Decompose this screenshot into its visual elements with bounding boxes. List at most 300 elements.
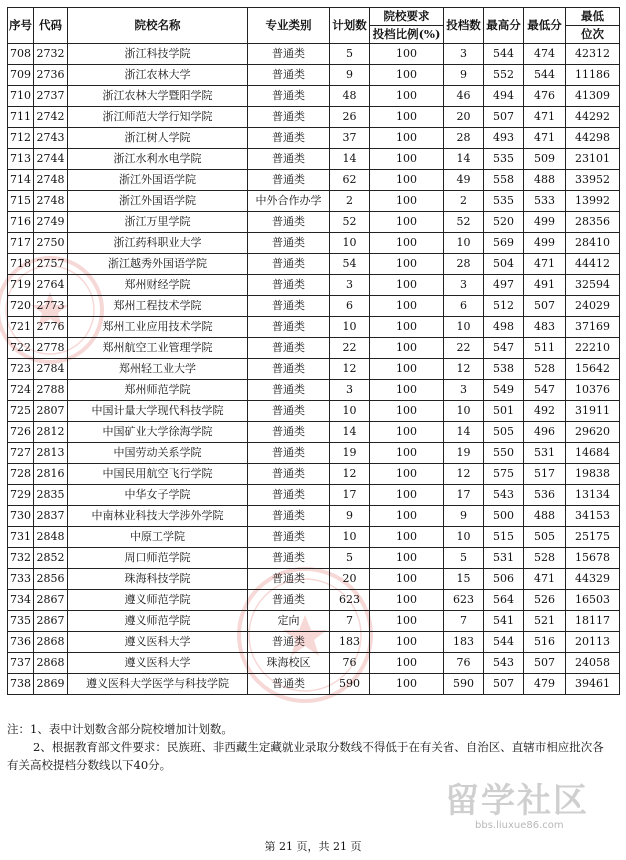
table-row — [8, 233, 620, 254]
cell-plan: 5 — [330, 44, 370, 65]
cell-code: 2835 — [34, 485, 68, 506]
cell-code: 2743 — [34, 128, 68, 149]
cell-filed: 28 — [444, 254, 484, 275]
cell-type: 普通类 — [248, 86, 330, 107]
cell-rank: 33952 — [566, 170, 620, 191]
cell-code: 2757 — [34, 254, 68, 275]
site-watermark — [445, 782, 615, 838]
cell-name: 浙江外国语学院 — [68, 170, 248, 191]
cell-plan: 14 — [330, 422, 370, 443]
cell-filed: 3 — [444, 275, 484, 296]
cell-seq: 737 — [8, 653, 34, 674]
cell-filed: 10 — [444, 527, 484, 548]
cell-name: 郑州财经学院 — [68, 275, 248, 296]
watermark-url: bbs.liuxue86.com — [475, 820, 564, 831]
cell-max: 520 — [484, 212, 524, 233]
cell-type: 普通类 — [248, 44, 330, 65]
cell-max: 497 — [484, 275, 524, 296]
cell-rank: 24029 — [566, 296, 620, 317]
cell-max: 569 — [484, 233, 524, 254]
cell-max: 543 — [484, 485, 524, 506]
cell-rank: 44412 — [566, 254, 620, 275]
cell-type: 普通类 — [248, 527, 330, 548]
table-row — [8, 191, 620, 212]
cell-rank: 34153 — [566, 506, 620, 527]
cell-plan: 10 — [330, 527, 370, 548]
cell-code: 2776 — [34, 317, 68, 338]
table-row — [8, 611, 620, 632]
cell-rank: 29620 — [566, 422, 620, 443]
cell-seq: 718 — [8, 254, 34, 275]
cell-max: 552 — [484, 65, 524, 86]
cell-seq: 727 — [8, 443, 34, 464]
cell-type: 普通类 — [248, 443, 330, 464]
cell-max: 505 — [484, 422, 524, 443]
cell-seq: 731 — [8, 527, 34, 548]
admissions-table — [7, 7, 620, 695]
cell-seq: 708 — [8, 44, 34, 65]
cell-ratio: 100 — [370, 275, 444, 296]
cell-rank: 15678 — [566, 548, 620, 569]
cell-min: 476 — [524, 86, 566, 107]
cell-plan: 17 — [330, 485, 370, 506]
cell-max: 535 — [484, 191, 524, 212]
note-1: 注：1、表中计划数含部分院校增加计划数。 — [7, 722, 233, 736]
table-row — [8, 506, 620, 527]
cell-rank: 41309 — [566, 86, 620, 107]
cell-min: 531 — [524, 443, 566, 464]
table-row — [8, 527, 620, 548]
cell-seq: 738 — [8, 674, 34, 695]
cell-code: 2867 — [34, 611, 68, 632]
cell-min: 471 — [524, 128, 566, 149]
note-2: 2、根据教育部文件要求：民族班、非西藏生定藏就业录取分数线不得低于在有关省、自治区、直辖市相应批次各有关高校提档分数线以下40分。 — [7, 740, 604, 772]
header-rank-top: 最低 — [566, 8, 620, 26]
cell-code: 2737 — [34, 86, 68, 107]
cell-seq: 709 — [8, 65, 34, 86]
cell-type: 珠海校区 — [248, 653, 330, 674]
cell-filed: 3 — [444, 380, 484, 401]
cell-ratio: 100 — [370, 44, 444, 65]
cell-name: 遵义师范学院 — [68, 611, 248, 632]
cell-filed: 9 — [444, 65, 484, 86]
cell-name: 中原工学院 — [68, 527, 248, 548]
cell-filed: 183 — [444, 632, 484, 653]
cell-plan: 623 — [330, 590, 370, 611]
cell-code: 2868 — [34, 653, 68, 674]
cell-seq: 736 — [8, 632, 34, 653]
cell-rank: 28356 — [566, 212, 620, 233]
cell-max: 564 — [484, 590, 524, 611]
cell-rank: 25175 — [566, 527, 620, 548]
cell-code: 2749 — [34, 212, 68, 233]
cell-plan: 10 — [330, 317, 370, 338]
cell-name: 浙江农林大学 — [68, 65, 248, 86]
cell-seq: 733 — [8, 569, 34, 590]
cell-code: 2837 — [34, 506, 68, 527]
cell-min: 521 — [524, 611, 566, 632]
header-filed: 投档数 — [444, 8, 484, 44]
cell-seq: 732 — [8, 548, 34, 569]
cell-filed: 22 — [444, 338, 484, 359]
cell-plan: 62 — [330, 170, 370, 191]
cell-ratio: 100 — [370, 212, 444, 233]
cell-code: 2736 — [34, 65, 68, 86]
cell-max: 515 — [484, 527, 524, 548]
cell-rank: 20113 — [566, 632, 620, 653]
cell-min: 544 — [524, 65, 566, 86]
cell-min: 483 — [524, 317, 566, 338]
cell-min: 471 — [524, 254, 566, 275]
cell-max: 544 — [484, 44, 524, 65]
cell-filed: 76 — [444, 653, 484, 674]
cell-filed: 14 — [444, 149, 484, 170]
cell-rank: 18117 — [566, 611, 620, 632]
table-body — [8, 44, 620, 695]
cell-max: 507 — [484, 107, 524, 128]
cell-min: 488 — [524, 170, 566, 191]
cell-min: 517 — [524, 464, 566, 485]
cell-plan: 3 — [330, 380, 370, 401]
cell-plan: 9 — [330, 65, 370, 86]
cell-plan: 19 — [330, 443, 370, 464]
cell-type: 普通类 — [248, 590, 330, 611]
cell-max: 549 — [484, 380, 524, 401]
cell-min: 471 — [524, 569, 566, 590]
header-name: 院校名称 — [68, 8, 248, 44]
page-footer: 第 21 页，共 21 页 — [264, 840, 362, 853]
cell-max: 535 — [484, 149, 524, 170]
cell-max: 531 — [484, 548, 524, 569]
cell-ratio: 100 — [370, 86, 444, 107]
cell-ratio: 100 — [370, 611, 444, 632]
table-row — [8, 254, 620, 275]
table-row — [8, 317, 620, 338]
cell-plan: 22 — [330, 338, 370, 359]
cell-seq: 735 — [8, 611, 34, 632]
cell-rank: 44329 — [566, 569, 620, 590]
cell-name: 郑州轻工业大学 — [68, 359, 248, 380]
cell-type: 普通类 — [248, 548, 330, 569]
cell-min: 509 — [524, 149, 566, 170]
cell-type: 中外合作办学 — [248, 191, 330, 212]
cell-min: 547 — [524, 380, 566, 401]
cell-name: 郑州航空工业管理学院 — [68, 338, 248, 359]
cell-max: 504 — [484, 254, 524, 275]
cell-name: 浙江农林大学暨阳学院 — [68, 86, 248, 107]
cell-filed: 12 — [444, 464, 484, 485]
cell-rank: 22210 — [566, 338, 620, 359]
cell-seq: 717 — [8, 233, 34, 254]
cell-type: 普通类 — [248, 317, 330, 338]
cell-filed: 19 — [444, 443, 484, 464]
cell-min: 499 — [524, 233, 566, 254]
cell-filed: 28 — [444, 128, 484, 149]
cell-ratio: 100 — [370, 191, 444, 212]
cell-filed: 10 — [444, 401, 484, 422]
cell-max: 493 — [484, 128, 524, 149]
cell-min: 471 — [524, 107, 566, 128]
cell-name: 中南林业科技大学涉外学院 — [68, 506, 248, 527]
cell-ratio: 100 — [370, 590, 444, 611]
cell-plan: 12 — [330, 359, 370, 380]
cell-ratio: 100 — [370, 65, 444, 86]
cell-min: 479 — [524, 674, 566, 695]
cell-name: 浙江水利水电学院 — [68, 149, 248, 170]
cell-seq: 714 — [8, 170, 34, 191]
cell-name: 中国民用航空飞行学院 — [68, 464, 248, 485]
cell-code: 2750 — [34, 233, 68, 254]
cell-seq: 722 — [8, 338, 34, 359]
cell-rank: 39461 — [566, 674, 620, 695]
cell-ratio: 100 — [370, 506, 444, 527]
cell-rank: 14684 — [566, 443, 620, 464]
cell-min: 496 — [524, 422, 566, 443]
cell-type: 普通类 — [248, 149, 330, 170]
cell-max: 538 — [484, 359, 524, 380]
cell-plan: 590 — [330, 674, 370, 695]
cell-min: 507 — [524, 653, 566, 674]
cell-max: 575 — [484, 464, 524, 485]
cell-min: 533 — [524, 191, 566, 212]
cell-max: 541 — [484, 611, 524, 632]
cell-max: 512 — [484, 296, 524, 317]
header-type: 专业类别 — [248, 8, 330, 44]
cell-code: 2732 — [34, 44, 68, 65]
cell-max: 498 — [484, 317, 524, 338]
cell-type: 普通类 — [248, 422, 330, 443]
cell-seq: 720 — [8, 296, 34, 317]
cell-plan: 3 — [330, 275, 370, 296]
cell-plan: 10 — [330, 401, 370, 422]
table-row — [8, 674, 620, 695]
cell-rank: 44298 — [566, 128, 620, 149]
cell-max: 543 — [484, 653, 524, 674]
cell-filed: 10 — [444, 233, 484, 254]
table-row — [8, 170, 620, 191]
cell-rank: 23101 — [566, 149, 620, 170]
cell-code: 2742 — [34, 107, 68, 128]
cell-filed: 10 — [444, 317, 484, 338]
table-row — [8, 107, 620, 128]
cell-plan: 5 — [330, 548, 370, 569]
cell-ratio: 100 — [370, 527, 444, 548]
cell-name: 中华女子学院 — [68, 485, 248, 506]
header-req-bottom: 投档比例(%) — [370, 26, 444, 44]
cell-code: 2784 — [34, 359, 68, 380]
cell-ratio: 100 — [370, 653, 444, 674]
cell-code: 2856 — [34, 569, 68, 590]
table-row — [8, 653, 620, 674]
cell-code: 2778 — [34, 338, 68, 359]
cell-name: 遵义医科大学 — [68, 653, 248, 674]
cell-plan: 10 — [330, 233, 370, 254]
cell-name: 遵义医科大学医学与科技学院 — [68, 674, 248, 695]
cell-plan: 14 — [330, 149, 370, 170]
cell-min: 511 — [524, 338, 566, 359]
cell-type: 普通类 — [248, 65, 330, 86]
cell-type: 普通类 — [248, 569, 330, 590]
cell-code: 2773 — [34, 296, 68, 317]
cell-ratio: 100 — [370, 548, 444, 569]
cell-ratio: 100 — [370, 107, 444, 128]
cell-min: 505 — [524, 527, 566, 548]
cell-rank: 37169 — [566, 317, 620, 338]
cell-plan: 183 — [330, 632, 370, 653]
table-row — [8, 632, 620, 653]
table-row — [8, 338, 620, 359]
cell-ratio: 100 — [370, 632, 444, 653]
cell-name: 浙江药科职业大学 — [68, 233, 248, 254]
cell-code: 2748 — [34, 191, 68, 212]
cell-type: 定向 — [248, 611, 330, 632]
table-row — [8, 128, 620, 149]
cell-filed: 49 — [444, 170, 484, 191]
header-seq: 序号 — [8, 8, 34, 44]
cell-plan: 20 — [330, 569, 370, 590]
table-row — [8, 149, 620, 170]
cell-type: 普通类 — [248, 380, 330, 401]
table-row — [8, 380, 620, 401]
cell-name: 中国劳动关系学院 — [68, 443, 248, 464]
cell-type: 普通类 — [248, 401, 330, 422]
cell-plan: 2 — [330, 191, 370, 212]
table-row — [8, 485, 620, 506]
cell-ratio: 100 — [370, 254, 444, 275]
cell-name: 浙江外国语学院 — [68, 191, 248, 212]
cell-plan: 37 — [330, 128, 370, 149]
header-min: 最低分 — [524, 8, 566, 44]
cell-ratio: 100 — [370, 170, 444, 191]
cell-min: 526 — [524, 590, 566, 611]
header-code: 代码 — [34, 8, 68, 44]
cell-min: 528 — [524, 548, 566, 569]
cell-ratio: 100 — [370, 359, 444, 380]
cell-filed: 20 — [444, 107, 484, 128]
cell-filed: 15 — [444, 569, 484, 590]
cell-filed: 7 — [444, 611, 484, 632]
table-row — [8, 359, 620, 380]
cell-seq: 723 — [8, 359, 34, 380]
cell-name: 中国计量大学现代科技学院 — [68, 401, 248, 422]
cell-type: 普通类 — [248, 338, 330, 359]
table-row — [8, 443, 620, 464]
table-row — [8, 401, 620, 422]
cell-rank: 10376 — [566, 380, 620, 401]
cell-type: 普通类 — [248, 254, 330, 275]
cell-min: 536 — [524, 485, 566, 506]
cell-code: 2748 — [34, 170, 68, 191]
cell-min: 488 — [524, 506, 566, 527]
cell-name: 浙江树人学院 — [68, 128, 248, 149]
header-rank-bottom: 位次 — [566, 26, 620, 44]
cell-plan: 7 — [330, 611, 370, 632]
cell-plan: 6 — [330, 296, 370, 317]
cell-plan: 52 — [330, 212, 370, 233]
cell-name: 浙江越秀外国语学院 — [68, 254, 248, 275]
cell-filed: 623 — [444, 590, 484, 611]
table-row — [8, 44, 620, 65]
cell-name: 郑州师范学院 — [68, 380, 248, 401]
cell-filed: 590 — [444, 674, 484, 695]
cell-max: 500 — [484, 506, 524, 527]
cell-name: 周口师范学院 — [68, 548, 248, 569]
cell-min: 507 — [524, 296, 566, 317]
table-header — [8, 8, 620, 44]
cell-max: 494 — [484, 86, 524, 107]
cell-seq: 721 — [8, 317, 34, 338]
cell-code: 2744 — [34, 149, 68, 170]
table-row — [8, 65, 620, 86]
cell-plan: 9 — [330, 506, 370, 527]
table-row — [8, 464, 620, 485]
cell-rank: 28410 — [566, 233, 620, 254]
cell-seq: 726 — [8, 422, 34, 443]
cell-seq: 724 — [8, 380, 34, 401]
cell-plan: 48 — [330, 86, 370, 107]
cell-rank: 13992 — [566, 191, 620, 212]
cell-max: 507 — [484, 674, 524, 695]
cell-type: 普通类 — [248, 107, 330, 128]
table-row — [8, 212, 620, 233]
cell-code: 2867 — [34, 590, 68, 611]
cell-seq: 719 — [8, 275, 34, 296]
cell-ratio: 100 — [370, 296, 444, 317]
cell-code: 2852 — [34, 548, 68, 569]
cell-rank: 24058 — [566, 653, 620, 674]
cell-filed: 5 — [444, 548, 484, 569]
cell-name: 浙江万里学院 — [68, 212, 248, 233]
cell-min: 528 — [524, 359, 566, 380]
cell-ratio: 100 — [370, 149, 444, 170]
cell-name: 浙江师范大学行知学院 — [68, 107, 248, 128]
cell-filed: 14 — [444, 422, 484, 443]
table-row — [8, 86, 620, 107]
cell-seq: 729 — [8, 485, 34, 506]
cell-ratio: 100 — [370, 674, 444, 695]
cell-plan: 54 — [330, 254, 370, 275]
cell-seq: 725 — [8, 401, 34, 422]
cell-ratio: 100 — [370, 317, 444, 338]
cell-name: 浙江科技学院 — [68, 44, 248, 65]
cell-seq: 713 — [8, 149, 34, 170]
cell-name: 郑州工程技术学院 — [68, 296, 248, 317]
header-req-top: 院校要求 — [370, 8, 444, 26]
cell-filed: 52 — [444, 212, 484, 233]
cell-type: 普通类 — [248, 485, 330, 506]
cell-type: 普通类 — [248, 674, 330, 695]
cell-rank: 16503 — [566, 590, 620, 611]
table-row — [8, 275, 620, 296]
cell-type: 普通类 — [248, 506, 330, 527]
cell-rank: 42312 — [566, 44, 620, 65]
cell-code: 2764 — [34, 275, 68, 296]
cell-seq: 712 — [8, 128, 34, 149]
cell-seq: 710 — [8, 86, 34, 107]
cell-filed: 3 — [444, 44, 484, 65]
cell-ratio: 100 — [370, 380, 444, 401]
cell-ratio: 100 — [370, 464, 444, 485]
cell-code: 2816 — [34, 464, 68, 485]
cell-filed: 46 — [444, 86, 484, 107]
cell-ratio: 100 — [370, 128, 444, 149]
cell-type: 普通类 — [248, 212, 330, 233]
cell-ratio: 100 — [370, 401, 444, 422]
cell-max: 558 — [484, 170, 524, 191]
cell-type: 普通类 — [248, 128, 330, 149]
cell-rank: 11186 — [566, 65, 620, 86]
cell-type: 普通类 — [248, 359, 330, 380]
